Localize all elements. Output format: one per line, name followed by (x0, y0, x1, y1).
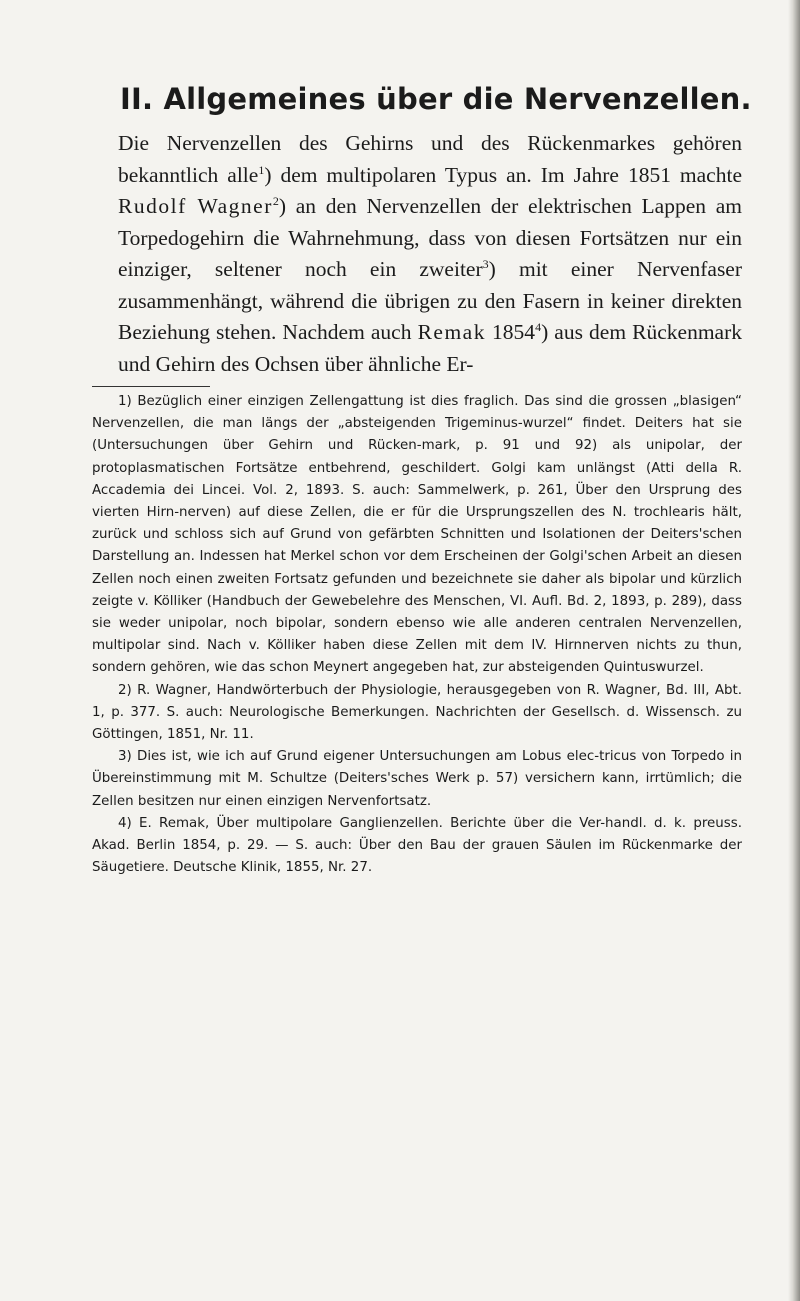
footnote-ref-1: 1 (258, 162, 265, 177)
footnote-marker: 3) (118, 749, 132, 765)
author-name-wagner: Rudolf Wagner (118, 194, 273, 218)
footnote-1 (92, 391, 742, 680)
footnote-marker: 4) (118, 815, 132, 831)
footnote-3 (92, 746, 742, 813)
footnote-separator (92, 386, 210, 387)
paragraph-part-6: ) aus dem Rückenmark und Gehirn des Ochsen über ähnliche Er- (118, 320, 743, 376)
paragraph-part-5: 1854 (485, 320, 536, 344)
paragraph-part-3: ) an den Nervenzellen der elektrischen Lappen am Torpedogehirn die Wahrnehmung, dass von diesen Fortsätzen nur ein einziger, seltener noch ein zweiter (118, 194, 742, 281)
footnote-ref-4: 4 (535, 319, 542, 334)
page-content (92, 82, 752, 879)
footnote-marker: 2) (118, 682, 132, 698)
footnote-text: R. Wagner, Handwörterbuch der Physiologie, herausgegeben von R. Wagner, Bd. III, Abt. 1, p. 377. S. auch: Neurologische Bemerkungen. Nachrichten der Gesellsch. d. Wissensch. zu Göttingen, 1851, Nr. 11. (92, 682, 742, 743)
footnote-text: E. Remak, Über multipolare Ganglienzellen. Berichte über die Ver-handl. d. k. preuss. Akad. Berlin 1854, p. 29. — S. auch: Über den Bau der grauen Säulen im Rückenmarke der Säugetiere. Deutsche Klinik, 1855, Nr. 27. (92, 815, 742, 876)
paragraph-part-1: Die Nervenzellen des Gehirns und des Rückenmarkes gehören bekanntlich alle (118, 131, 742, 187)
footnote-ref-2: 2 (272, 193, 279, 208)
footnote-text: Dies ist, wie ich auf Grund eigener Untersuchungen am Lobus elec-tricus von Torpedo in Übereinstimmung mit M. Schultze (Deiters'sches Werk p. 57) versichern kann, irrtümlich; die Zellen besitzen nur einen einzigen Nervenfortsatz. (92, 749, 742, 809)
footnote-2 (92, 680, 742, 747)
paragraph-part-4: ) mit einer Nervenfaser zusammenhängt, während die übrigen zu den Fasern in keiner direkten Beziehung stehen. Nachdem auch (118, 257, 743, 344)
footnote-4 (92, 813, 742, 880)
footnote-ref-3: 3 (482, 256, 489, 271)
paragraph-part-2: ) dem multipolaren Typus an. Im Jahre 1851 machte (264, 162, 742, 187)
footnote-marker: 1) (118, 394, 132, 409)
main-paragraph (92, 128, 742, 380)
page-edge-shadow (788, 0, 800, 1301)
section-heading: II. Allgemeines über die Nervenzellen. (120, 82, 752, 116)
footnote-text: Bezüglich einer einzigen Zellengattung ist dies fraglich. Das sind die grossen „blasigen“ Nervenzellen, die man längs der „absteigenden Trigeminus-wurzel“ findet. Deiters hat sie (Untersuchungen über Gehirn und Rücken-mark, p. 91 und 92) als unipolar, der protoplasmatischen Fortsätze entbehrend, geschildert. Golgi kam unlängst (Atti della R. Accademia dei Lincei. Vol. 2, 1893. S. auch: Sammelwerk, p. 261, Über den Ursprung des vierten Hirn-nerven) auf diese Zellen, die er für die Ursprungszellen des N. trochlearis hält, zurück und schloss sich auf Grund von gefärbten Schnitten und Isolationen der Deiters'schen Darstellung an. Indessen hat Merkel schon vor dem Erscheinen der Golgi'schen Arbeit an diesen Zellen noch einen zweiten Fortsatz gefunden und bezeichnete sie daher als bipolar und kürzlich zeigte v. Kölliker (Handbuch der Gewebelehre des Menschen, VI. Aufl. Bd. 2, 1893, p. 289), dass sie weder unipolar, noch bipolar, sondern ebenso wie alle anderen centralen Nervenzellen, multipolar sind. Nach v. Kölliker haben diese Zellen mit dem IV. Hirnnerven nichts zu thun, sondern gehören, wie das schon Meynert angegeben hat, zur absteigenden Quintuswurzel. (92, 394, 742, 676)
author-name-remak: Remak (417, 320, 486, 344)
